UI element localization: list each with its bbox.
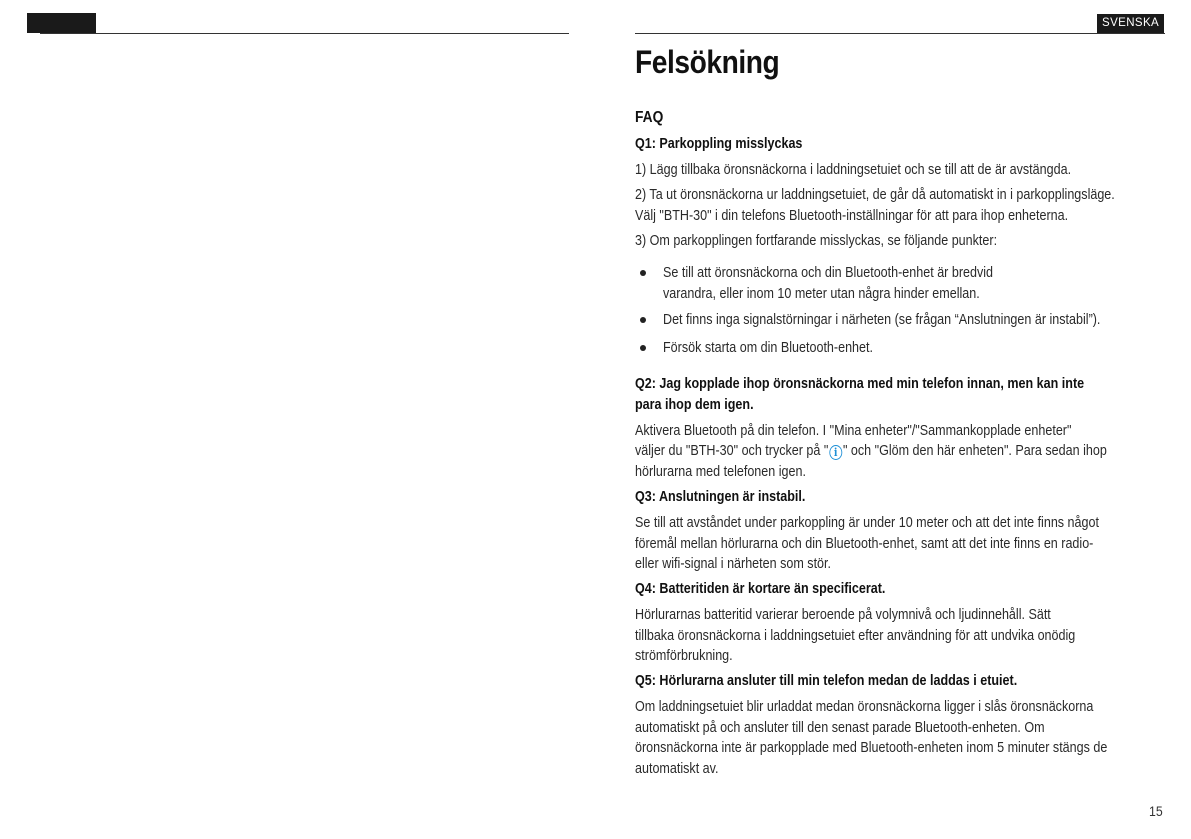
q2-answer-line2 — [635, 441, 1151, 462]
q2-answer-line1: Aktivera Bluetooth på din telefon. I "Mina enheter"/"Sammankopplade enheter" — [635, 423, 1072, 439]
q1-bullet-3-line1: Försök starta om din Bluetooth-enhet. — [663, 340, 873, 356]
q1-bullet-1-line2: varandra, eller inom 10 meter utan några hinder emellan. — [663, 285, 980, 302]
q4-answer-line3: strömförbrukning. — [635, 648, 733, 664]
page-title: Felsökning — [635, 44, 780, 80]
bullet-dot-icon — [640, 317, 646, 323]
q1-question: Q1: Parkoppling misslyckas — [635, 136, 803, 152]
q1-bullet-item — [635, 310, 1191, 331]
q5-answer-line4: automatiskt av. — [635, 761, 719, 777]
q2-question-line1: Q2: Jag kopplade ihop öronsnäckorna med min telefon innan, men kan inte — [635, 376, 1085, 392]
q4-answer-line1: Hörlurarnas batteritid varierar beroende på volymnivå och ljudinnehåll. Sätt — [635, 607, 1051, 623]
q1-bullet-item — [635, 338, 1191, 359]
q3-question: Q3: Anslutningen är instabil. — [635, 489, 806, 505]
q1-bullet-item — [635, 263, 1191, 305]
q4-answer-line2: tillbaka öronsnäckorna i laddningsetuiet efter användning för att undvika onödig — [635, 628, 1076, 644]
q5-answer-line3: öronsnäckorna inte är parkopplade med Bluetooth-enheten inom 5 minuter stängs de — [635, 740, 1108, 756]
bullet-dot-icon — [640, 345, 646, 351]
left-page-header-tab — [27, 13, 96, 33]
q5-answer-line2: automatiskt på och ansluter till den senast parade Bluetooth-enheten. Om — [635, 720, 1045, 736]
q1-step2-line2: Välj "BTH-30" i din telefons Bluetooth-inställningar för att para ihop enheterna. — [635, 208, 1069, 224]
q3-answer-line2: föremål mellan hörlurarna och din Bluetooth-enhet, samt att det inte finns en radio- — [635, 536, 1094, 552]
q1-bullet-1-line1: Se till att öronsnäckorna och din Bluetooth-enhet är bredvid — [663, 265, 994, 281]
q3-answer-line1: Se till att avståndet under parkoppling är under 10 meter och att det inte finns något — [635, 515, 1099, 531]
faq-heading: FAQ — [635, 109, 664, 126]
q2-question-line2: para ihop dem igen. — [635, 397, 754, 413]
language-tab: SVENSKA — [1097, 14, 1164, 33]
bullet-dot-icon — [640, 270, 646, 276]
q1-step1: 1) Lägg tillbaka öronsnäckorna i laddningsetuiet och se till att de är avstängda. — [635, 162, 1072, 178]
q2-answer-line3: hörlurarna med telefonen igen. — [635, 464, 806, 480]
q2-answer-line2-end: " och "Glöm den här enheten". Para sedan ihop — [842, 443, 1107, 459]
q3-answer-line3: eller wifi-signal i närheten som stör. — [635, 556, 832, 572]
q5-question: Q5: Hörlurarna ansluter till min telefon medan de laddas i etuiet. — [635, 673, 1018, 689]
right-page-header-rule — [635, 33, 1165, 34]
q4-question: Q4: Batteritiden är kortare än specificerat. — [635, 581, 886, 597]
q5-answer-line1: Om laddningsetuiet blir urladdat medan öronsnäckorna ligger i slås öronsnäckorna — [635, 699, 1094, 715]
info-icon: i — [829, 445, 842, 460]
left-page-header-rule — [40, 33, 569, 34]
page-number: 15 — [1149, 803, 1163, 819]
q1-step3: 3) Om parkopplingen fortfarande misslyckas, se följande punkter: — [635, 233, 998, 249]
q2-answer-line2-start: väljer du "BTH-30" och trycker på " — [635, 443, 829, 459]
q1-bullet-2-line1: Det finns inga signalstörningar i närheten (se frågan “Anslutningen är instabil”). — [663, 312, 1101, 328]
q1-step2-line1: 2) Ta ut öronsnäckorna ur laddningsetuiet, de går då automatiskt in i parkopplingsläge. — [635, 187, 1115, 203]
